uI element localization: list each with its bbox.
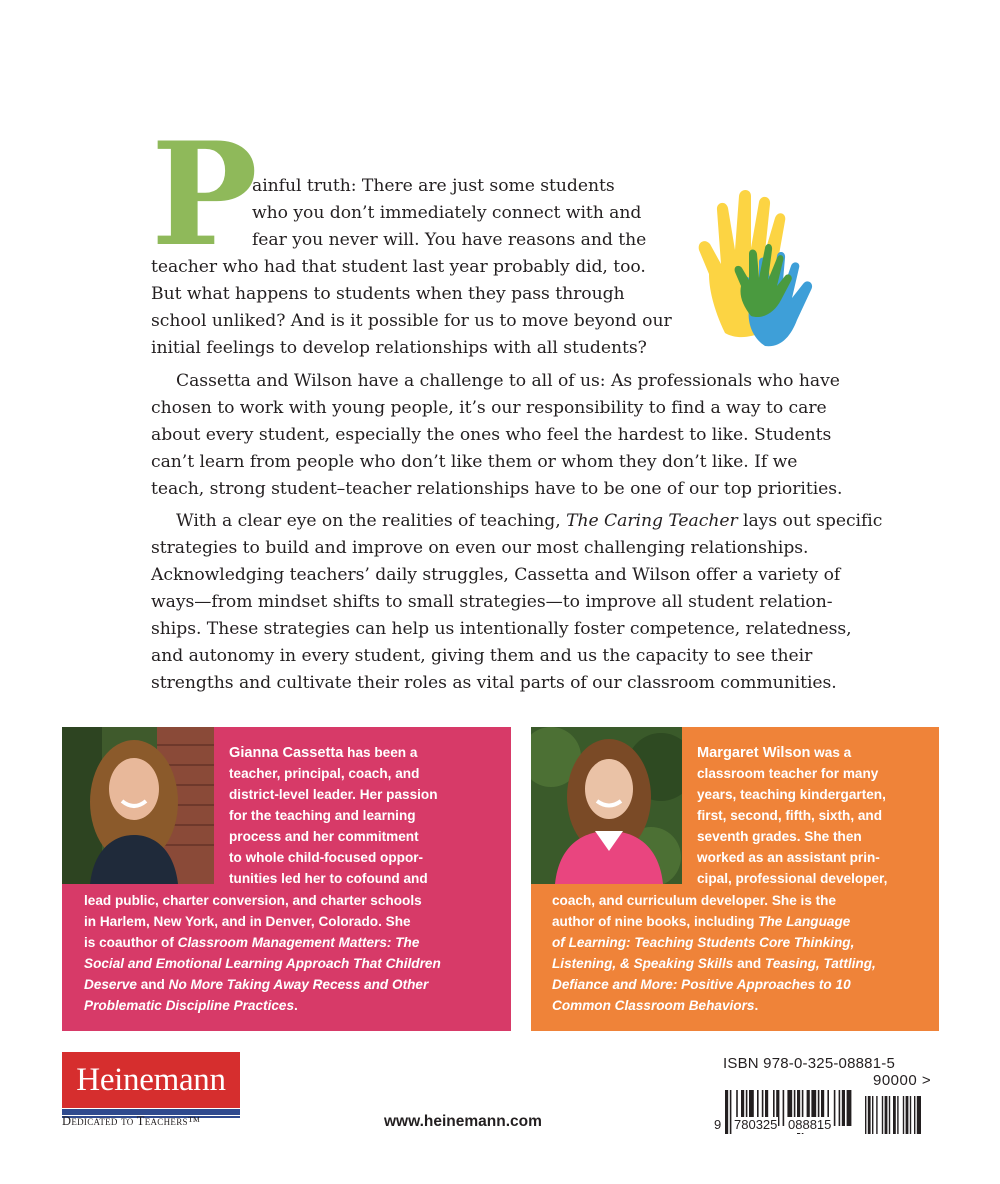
blurb-line: fear you never will. You have reasons and the — [252, 230, 647, 250]
barcode-addon-bar — [893, 1096, 896, 1134]
barcode-bar — [847, 1090, 852, 1126]
publisher-name: Heinemann — [62, 1052, 240, 1108]
blurb-line: ways—from mindset shifts to small strategies—to improve all student relation- — [151, 592, 833, 612]
author-bio-panel-wilson — [531, 727, 939, 1031]
book-title: The Caring Teacher — [566, 511, 738, 531]
book-title: Listening, & Speaking Skills — [552, 956, 734, 971]
bio-line: worked as an assistant prin- — [697, 850, 880, 865]
blurb-text: lays out specific — [737, 511, 883, 531]
author-photo-cassetta — [62, 727, 214, 884]
barcode-bar — [725, 1090, 728, 1134]
author-photo-wilson — [531, 727, 682, 884]
barcode-bar — [839, 1090, 841, 1126]
bio-line — [552, 975, 851, 995]
blurb-line: ainful truth: There are just some students — [252, 176, 615, 196]
blurb-line: school unliked? And is it possible for us to move beyond our — [151, 311, 672, 331]
barcode-addon-bar — [906, 1096, 909, 1134]
barcode-addon-bar — [865, 1096, 866, 1134]
bio-text: has been a — [343, 745, 418, 760]
bio-line: for the teaching and learning — [229, 808, 416, 823]
drop-cap-letter: P — [151, 112, 258, 278]
book-title: Classroom Management Matters: The — [177, 935, 420, 950]
blurb-line: about every student, especially the ones who feel the hardest to like. Students — [151, 425, 832, 445]
book-title: Defiance and More: Positive Approaches to 10 — [552, 977, 851, 992]
bio-line: years, teaching kindergarten, — [697, 787, 886, 802]
bio-line: teacher, principal, coach, and — [229, 766, 420, 781]
bio-line: cipal, professional developer, — [697, 871, 888, 886]
bio-line: district-level leader. Her passion — [229, 787, 438, 802]
barcode-addon-bar — [917, 1096, 921, 1134]
bio-text: was a — [810, 745, 852, 760]
blurb-line: Acknowledging teachers’ daily struggles, Cassetta and Wilson offer a variety of — [151, 565, 841, 585]
blurb-line: ships. These strategies can help us intentionally foster competence, relatedness, — [151, 619, 852, 639]
book-title: Common Classroom Behaviors — [552, 998, 755, 1013]
bio-line: coach, and curriculum developer. She is the — [552, 893, 837, 908]
blurb-line: initial feelings to develop relationships with all students? — [151, 338, 647, 358]
bio-text: is coauthor of — [84, 935, 178, 950]
blurb-line: teach, strong student–teacher relationships have to be one of our top priorities. — [151, 479, 843, 499]
barcode-addon-bar — [882, 1096, 883, 1134]
blurb-line: strengths and cultivate their roles as vital parts of our classroom communities. — [151, 673, 837, 693]
book-title: Deserve — [84, 977, 137, 992]
book-title: No More Taking Away Recess and Other — [168, 977, 429, 992]
bio-line: lead public, charter conversion, and charter schools — [84, 893, 422, 908]
bio-text: . — [294, 998, 298, 1013]
barcode-addon-bar — [910, 1096, 911, 1134]
bio-line — [552, 912, 850, 932]
blurb-line: strategies to build and improve on even our most challenging relationships. — [151, 538, 809, 558]
bio-text: author of nine books, including — [552, 914, 759, 929]
barcode-addon-bar — [914, 1096, 915, 1134]
price-code: 90000 > — [873, 1072, 932, 1089]
barcode-addon-bar — [889, 1096, 890, 1134]
publisher-tagline: Dedicated to Teachers™ — [62, 1114, 201, 1128]
barcode-bar — [834, 1090, 836, 1126]
barcode-addon-bar — [868, 1096, 871, 1134]
barcode-bar — [783, 1090, 785, 1126]
bio-line — [229, 743, 417, 763]
blurb-text: With a clear eye on the realities of teaching, — [176, 511, 567, 531]
isbn-label: ISBN 978-0-325-08881-5 — [723, 1055, 896, 1072]
bio-line — [84, 975, 428, 995]
author-name: Gianna Cassetta — [229, 745, 344, 761]
barcode-digits-right: 088815 — [788, 1117, 832, 1132]
book-title: Problematic Discipline Practices — [84, 998, 295, 1013]
bio-text: and — [733, 956, 766, 971]
bio-line: process and her commitment — [229, 829, 419, 844]
blurb-line: teacher who had that student last year probably did, too. — [151, 257, 646, 277]
bio-line: tunities led her to cofound and — [229, 871, 428, 886]
barcode-addon-bar — [885, 1096, 888, 1134]
book-title: Social and Emotional Learning Approach That Children — [84, 956, 441, 971]
bio-line — [84, 933, 419, 953]
hands-illustration — [695, 188, 815, 348]
blurb-line: who you don’t immediately connect with and — [252, 203, 642, 223]
book-title: of Learning: Teaching Students Core Thinking, — [552, 935, 855, 950]
barcode-digit-prefix: 9 — [714, 1117, 722, 1132]
bio-text: and — [136, 977, 169, 992]
blurb-line: Cassetta and Wilson have a challenge to all of us: As professionals who have — [176, 371, 840, 391]
bio-line — [84, 954, 441, 974]
bio-line — [552, 996, 758, 1016]
author-bio-panel-cassetta — [62, 727, 511, 1031]
barcode-bar — [730, 1090, 732, 1134]
book-title: Teasing, Tattling, — [765, 956, 876, 971]
bio-line: to whole child-focused oppor- — [229, 850, 424, 865]
book-title: The Language — [758, 914, 851, 929]
blurb-line: chosen to work with young people, it’s our responsibility to find a way to care — [151, 398, 827, 418]
barcode-addon-bar — [897, 1096, 898, 1134]
barcode-bar — [842, 1090, 845, 1126]
barcode-addon-bar — [876, 1096, 877, 1134]
publisher-url: www.heinemann.com — [384, 1113, 542, 1130]
blurb-line — [176, 508, 882, 535]
bio-line — [552, 954, 876, 974]
barcode-digits-left: 780325 — [734, 1117, 778, 1132]
bio-text: . — [754, 998, 759, 1013]
bio-line: in Harlem, New York, and in Denver, Colorado. She — [84, 914, 411, 929]
blurb-line: But what happens to students when they pass through — [151, 284, 625, 304]
bio-line — [552, 933, 854, 953]
bio-line — [697, 743, 851, 763]
bio-line: first, second, fifth, sixth, and — [697, 808, 883, 823]
blurb-line: and autonomy in every student, giving them and us the capacity to see their — [151, 646, 813, 666]
bio-line: classroom teacher for many — [697, 766, 879, 781]
bio-line: seventh grades. She then — [697, 829, 862, 844]
blurb-line: can’t learn from people who don’t like them or whom they don’t like. If we — [151, 452, 798, 472]
barcode-addon-bar — [903, 1096, 904, 1134]
barcode-addon-bar — [872, 1096, 873, 1134]
bio-line — [84, 996, 298, 1016]
author-name: Margaret Wilson — [697, 745, 811, 761]
